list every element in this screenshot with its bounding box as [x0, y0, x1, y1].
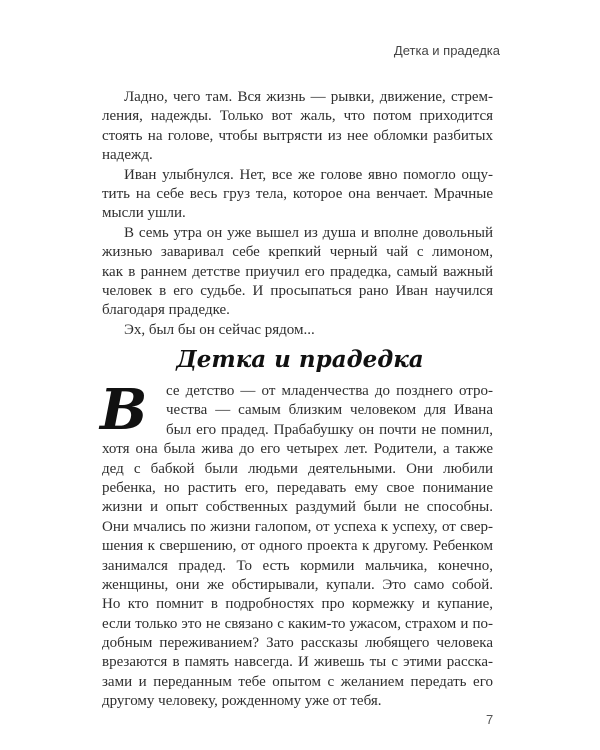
- text-line: тить на себе весь груз тела, которое она венчает. Мрачные: [102, 185, 493, 202]
- text-line: человек в его судьбе. И просыпаться рано Иван научился: [102, 282, 493, 299]
- text-line: как в раннем детстве приучил его прадедка, самый важный: [102, 263, 493, 280]
- running-head: Детка и прадедка: [393, 43, 500, 58]
- text-line: хотя она была жива до его четырех лет. Родители, а также: [102, 441, 493, 458]
- text-line: ребенка, но растить его, передавать ему свое понимание: [102, 479, 493, 496]
- text-block-before-chapter: [102, 88, 493, 340]
- text-line: надежд.: [102, 147, 153, 164]
- text-line: Ладно, чего там. Вся жизнь — рывки, движение, стрем-: [124, 89, 493, 105]
- text-line: В семь утра он уже вышел из душа и вполне довольный: [124, 224, 493, 241]
- text-line: ления, надежды. Только вот жаль, что потом приходится: [102, 108, 493, 125]
- text-line: мысли ушли.: [102, 205, 186, 222]
- text-line: шения к свершению, от одного проекта к другому. Ребенком: [102, 538, 493, 555]
- text-line: Они мчались по жизни галопом, от успеха к успеху, от свер-: [102, 518, 493, 535]
- text-line: врезаются в память навсегда. И живешь ты с этими расска-: [102, 654, 493, 671]
- text-line: женщины, они же обстирывали, купали. Это само собой.: [102, 576, 493, 593]
- text-line: стоять на голове, чтобы вытрясти из нее обломки разбитых: [102, 127, 493, 144]
- drop-cap: В: [100, 377, 148, 443]
- text-line: се детство — от младенчества до позднего отро-: [166, 383, 493, 399]
- text-line: зами и переданным тебе опытом с желанием передать его: [102, 673, 493, 690]
- page-number: 7: [486, 712, 494, 727]
- text-line: если только это не связано с каким-то ужасом, страхом и по-: [102, 615, 493, 632]
- text-line: другому человеку, рожденному уже от тебя.: [102, 693, 382, 710]
- text-line: добным переживанием? Зато рассказы любящего человека: [102, 635, 493, 652]
- chapter-body: [100, 377, 493, 712]
- text-line: благодаря прадедке.: [102, 302, 230, 319]
- text-line: Иван улыбнулся. Нет, все же голове явно помогло ощу-: [124, 166, 493, 183]
- text-line: занимался прадед. То есть кормили мальчика, конечно,: [102, 557, 493, 574]
- text-line: дед с бабкой были людьми деятельными. Они любили: [102, 460, 493, 477]
- text-line: Но кто помнит в подробностях про кормежку и купание,: [102, 596, 493, 613]
- text-line: Эх, был бы он сейчас рядом...: [124, 321, 315, 338]
- text-line: чества — самым близким человеком для Ивана: [166, 402, 493, 419]
- text-line: был его прадед. Прабабушку он почти не помнил,: [166, 421, 493, 438]
- text-line: жизнью заваривал себе крепкий черный чай с лимоном,: [102, 244, 493, 261]
- chapter-title: Детка и прадедка: [176, 346, 424, 373]
- text-line: жизни и опыт собственных раздумий были не способны.: [102, 499, 493, 516]
